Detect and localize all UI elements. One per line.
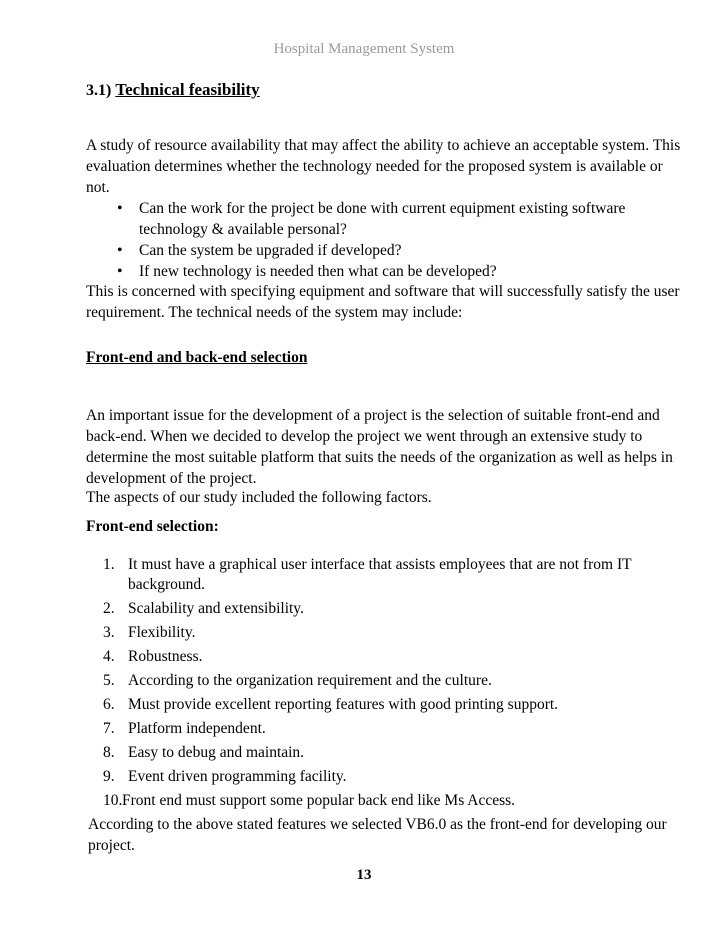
list-item bbox=[86, 198, 676, 240]
subheading-frontend-selection: Front-end selection: bbox=[86, 518, 219, 535]
section-number: 3.1) bbox=[86, 82, 112, 99]
list-item-text: According to the organization requirement and the culture. bbox=[128, 672, 492, 689]
list-item-text: Scalability and extensibility. bbox=[128, 600, 304, 617]
list-item-text: Flexibility. bbox=[128, 624, 196, 641]
list-item-text: Can the system be upgraded if developed? bbox=[139, 242, 402, 259]
list-item-text: It must have a graphical user interface that assists employees that are not from IT background. bbox=[128, 556, 632, 593]
aspects-paragraph: The aspects of our study included the following factors. bbox=[86, 489, 432, 506]
intro-paragraph: A study of resource availability that may affect the ability to achieve an acceptable system. This evaluation determines whether the technology needed for the proposed system is available or not. bbox=[86, 137, 681, 196]
bullet-icon: • bbox=[117, 200, 123, 217]
list-item bbox=[86, 719, 686, 739]
list-item-text: Event driven programming facility. bbox=[128, 768, 347, 785]
list-item bbox=[86, 261, 676, 282]
list-number: 7. bbox=[103, 720, 115, 737]
feasibility-questions-list bbox=[86, 198, 676, 282]
list-number: 1. bbox=[103, 556, 115, 573]
running-header: Hospital Management System bbox=[273, 41, 455, 57]
concerned-paragraph: This is concerned with specifying equipment and software that will successfully satisfy the user requirement. The technical needs of the system may include: bbox=[86, 283, 680, 321]
list-item bbox=[86, 623, 686, 643]
list-item bbox=[86, 240, 676, 261]
list-item bbox=[86, 767, 686, 787]
list-number: 9. bbox=[103, 768, 115, 785]
list-number: 3. bbox=[103, 624, 115, 641]
list-number: 8. bbox=[103, 744, 115, 761]
section-heading bbox=[86, 80, 260, 100]
list-number: 5. bbox=[103, 672, 115, 689]
list-item-text: Must provide excellent reporting features with good printing support. bbox=[128, 696, 559, 713]
section-title: Technical feasibility bbox=[115, 80, 260, 99]
list-number: 6. bbox=[103, 696, 115, 713]
bullet-icon: • bbox=[117, 263, 123, 280]
page-number: 13 bbox=[356, 867, 372, 883]
list-item bbox=[86, 743, 686, 763]
list-item-text: Front end must support some popular back end like Ms Access. bbox=[122, 792, 516, 809]
list-item bbox=[86, 671, 686, 691]
bullet-icon: • bbox=[117, 242, 123, 259]
list-number: 10. bbox=[103, 792, 123, 809]
frontend-requirements-list bbox=[86, 555, 686, 815]
conclusion-paragraph: According to the above stated features we selected VB6.0 as the front-end for developing our project. bbox=[88, 816, 667, 854]
subheading-frontend-backend: Front-end and back-end selection bbox=[86, 349, 308, 366]
list-item-text: Easy to debug and maintain. bbox=[128, 744, 305, 761]
list-item-text: Can the work for the project be done with current equipment existing software technology & available personal? bbox=[139, 200, 626, 238]
list-item-text: If new technology is needed then what can be developed? bbox=[139, 263, 497, 280]
list-item bbox=[86, 695, 686, 715]
list-item-text: Robustness. bbox=[128, 648, 203, 665]
list-item bbox=[86, 599, 686, 619]
list-item-text: Platform independent. bbox=[128, 720, 266, 737]
list-number: 2. bbox=[103, 600, 115, 617]
list-item bbox=[86, 647, 686, 667]
list-item bbox=[86, 791, 686, 811]
list-number: 4. bbox=[103, 648, 115, 665]
list-item bbox=[86, 555, 686, 595]
important-paragraph: An important issue for the development of a project is the selection of suitable front-end and back-end. When we decided to develop the project we went through an extensive study to determine the most suitable platform that suits the needs of the organization as well as helps in development of the project. bbox=[86, 407, 673, 487]
